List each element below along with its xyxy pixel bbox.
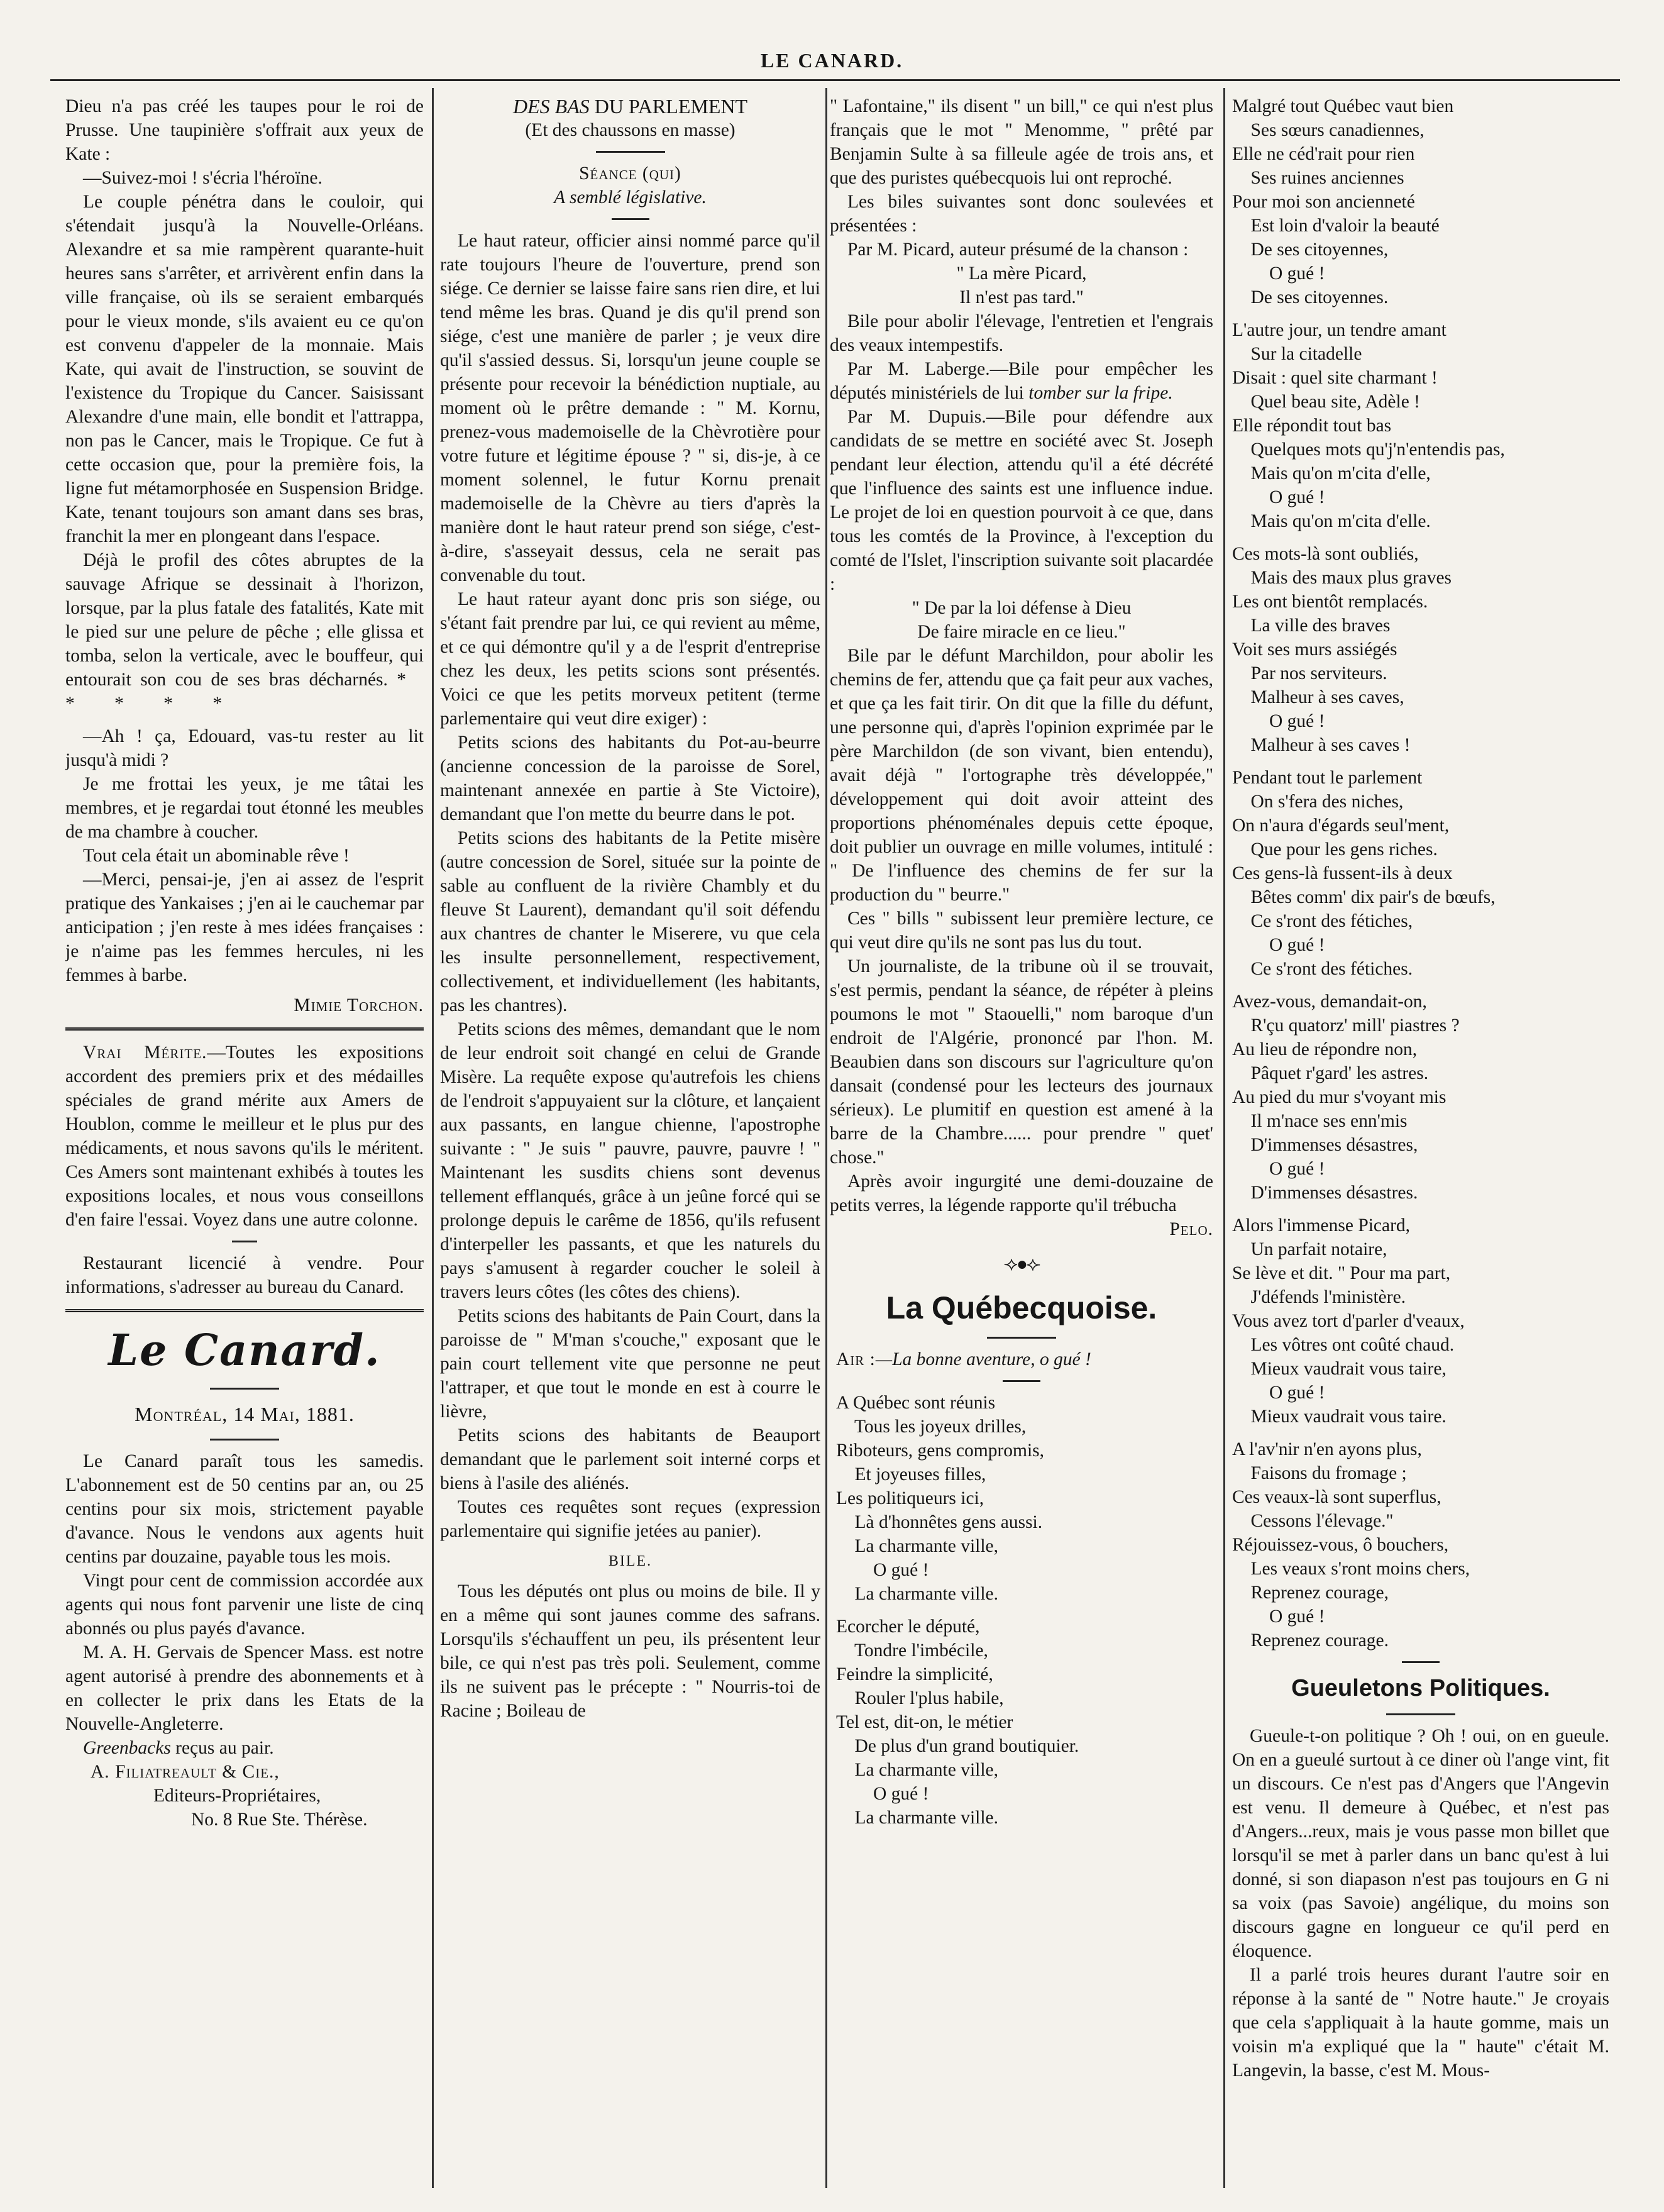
nameplate: Le Canard. [108, 1325, 381, 1376]
column-1 [65, 94, 424, 2188]
paragraph: Dieu n'a pas créé les taupes pour le roi de Prusse. Une taupinière s'offrait aux yeux de Kate : [65, 96, 424, 164]
song-verse: Malgré tout Québec vaut bien Ses sœurs canadiennes, Elle ne céd'rait pour rien Ses ruines anciennes Pour moi son ancienneté Est loin d'valoir la beauté De ses citoyennes, O gué ! De ses citoyennes. [1232, 96, 1454, 307]
song-air [830, 1347, 1213, 1371]
quotation: De faire miracle en ce lieu." [917, 622, 1126, 642]
publisher-name: A. Filiatreault & Cie., [91, 1762, 280, 1782]
title-emphasis: DES BAS [512, 95, 590, 118]
section-heading: Séance (qui) [579, 163, 681, 184]
article-subtitle: (Et des chaussons en masse) [525, 120, 736, 140]
paragraph: —Suivez-moi ! s'écria l'héroïne. [83, 168, 322, 188]
divider [1402, 1661, 1440, 1663]
paragraph: Bile pour abolir l'élevage, l'entretien et l'engrais des veaux intempestifs. [830, 311, 1213, 355]
paragraph: Tous les députés ont plus ou moins de bile. Il y en a même qui sont jaunes comme des safrans. Lorsqu'ils s'échauffent un peu, ils présentent leur bile, ce qui n'est pas très poli. Seulement, comme ils ne suivent pas le précepte : " Nourris-toi de Racine ; Boileau de [440, 1581, 820, 1721]
quotation: Il n'est pas tard." [959, 287, 1084, 307]
masthead-rule [50, 79, 1620, 81]
quotation: " La mère Picard, [956, 263, 1087, 284]
section-rule [65, 1027, 424, 1031]
title-text: DU PARLEMENT [589, 95, 748, 118]
spacer [1232, 309, 1609, 318]
divider [1386, 1713, 1455, 1715]
song-verse: A l'av'nir n'en ayons plus, Faisons du fromage ; Ces veaux-là sont superflus, Cessons l'élevage." Réjouissez-vous, ô bouchers, Les veaux s'ront moins chers, Reprenez courage, O gué ! Reprenez courage. [1232, 1439, 1470, 1651]
advertisement: Restaurant licencié à vendre. Pour informations, s'adresser au bureau du Canard. [65, 1253, 424, 1297]
spacer [1232, 1205, 1609, 1214]
divider [612, 218, 649, 220]
paragraph: Ces " bills " subissent leur première lecture, ce qui veut dire qu'ils ne sont pas lus du tout. [830, 909, 1213, 953]
spacer [1232, 533, 1609, 542]
song-verse: Avez-vous, demandait-on, R'çu quatorz' mill' piastres ? Au lieu de répondre non, Pâquet r'gard' les astres. Au pied du mur s'voyant mis Il m'nace ses enn'mis D'immenses désastres, O gué ! D'immenses désastres. [1232, 992, 1460, 1203]
paragraph: " Lafontaine," ils disent " un bill," ce qui n'est plus français que le mot " Menomme, " prêté par Benjamin Sulte à sa filleule agée de trois ans, et que des puristes québecquois lui ont reproché. [830, 96, 1213, 188]
column-3 [830, 94, 1213, 2188]
paragraph: Toutes ces requêtes sont reçues (expression parlementaire qui signifie jetées au panier). [440, 1497, 820, 1541]
masthead: LE CANARD. [760, 49, 904, 72]
paragraph: Par M. Picard, auteur présumé de la chanson : [847, 240, 1189, 260]
paragraph: Le Canard paraît tous les samedis. L'abonnement est de 50 centins par an, ou 25 centins pour six mois, strictement payable d'avance. Nous le vendons aux agents huit centins par douzaine, payable tous les mois. [65, 1451, 424, 1567]
divider [987, 1337, 1056, 1339]
song-verse: Ecorcher le député, Tondre l'imbécile, Feindre la simplicité, Rouler l'plus habile, Tel est, dit-on, le métier De plus d'un grand boutiquier. La charmante ville, O gué ! La charmante ville. [836, 1617, 1079, 1828]
paragraph: Les biles suivantes sont donc soulevées et présentées : [830, 192, 1213, 236]
spacer [1232, 1429, 1609, 1437]
column-rule [1223, 88, 1225, 2188]
ornament: ⟢●⟣ [1003, 1254, 1040, 1275]
song-verse: Alors l'immense Picard, Un parfait notaire, Se lève et dit. " Pour ma part, J'défends l'ministère. Vous avez tort d'parler d'veaux, Les vôtres ont coûté chaud. Mieux vaudrait vous taire, O gué ! Mieux vaudrait vous taire. [1232, 1215, 1465, 1427]
paragraph: Vingt pour cent de commission accordée aux agents qui nous font parvenir une liste de cinq abonnés ou plus payés d'avance. [65, 1571, 424, 1639]
paragraph: Petits scions des habitants de la Petite misère (autre concession de Sorel, située sur la pointe de sable au confluent de la rivière Chambly et du fleuve St Laurent), demandant qu'il soit défendu aux chantres de chanter le Miserere, vu que cela les insulte personnellement, respectivement, collectivement, et individuellement (les habitants, pas les chantres). [440, 828, 820, 1015]
paragraph: Gueule-t-on politique ? Oh ! oui, on en gueule. On en a gueulé surtout à ce diner où l'ange vint, fit un discours. Ce n'est pas d'Angers que l'Angevin est venu. Il demeure à Québec, et n'est pas d'Angers...reux, mais je vous passe mon billet que lorsqu'il se met à parler dans un banc qu'est à lui donné, si son diapason n'est pas toujours en G ni sa voix (pas Savoie) angélique, du moins son discours gagne en longueur ce qu'il perd en éloquence. [1232, 1726, 1609, 1961]
paragraph: Après avoir ingurgité une demi-douzaine de petits verres, la légende rapporte qu'il trébucha [830, 1171, 1213, 1215]
paragraph: —Merci, pensai-je, j'en ai assez de l'esprit pratique des Yankaises ; j'en ai le cauchemar par anticipation ; j'en reste à mes idées françaises : je n'aime pas les femmes hercules, ni les femmes à barbe. [65, 870, 424, 985]
spacer [65, 716, 424, 724]
article-title: Gueuletons Politiques. [1291, 1675, 1550, 1701]
paragraph: Le haut rateur, officier ainsi nommé parce qu'il rate toujours l'heure de l'ouverture, prend son siége. Ce dernier se laisse faire sans rien dire, et lui tend même les bras. Quand je dis qu'il prend son siége, c'est une manière de parler ; je veux dire qu'il s'assied dessus. Si, lorsqu'un jeune couple se présente pour recevoir la bénédiction nuptiale, au moment où le prêtre demande : " M. Kornu, prenez-vous mademoiselle de la Chèvrotière pour votre future et légitime épouse ? " si, dis-je, à ce moment solennel, le futur Kornu prenait mademoiselle de la Chèvre au tiers d'après la manière dont le haut rateur prend son siége, c'est-à-dire, s'asseyait dessus, cela ne serait pas convenable du tout. [440, 231, 820, 585]
spacer [1232, 981, 1609, 990]
divider [596, 151, 665, 153]
paragraph: M. A. H. Gervais de Spencer Mass. est notre agent autorisé à prendre des abonnements et à en collecter le prix dans les Etats de la Nouvelle-Angleterre. [65, 1642, 424, 1734]
spacer [830, 1606, 1213, 1615]
column-rule [432, 88, 434, 2188]
section-rule [65, 1309, 424, 1312]
publisher-role: Editeurs-Propriétaires, [153, 1786, 321, 1806]
paragraph: Le couple pénétra dans le couloir, qui s'étendait jusqu'à la Nouvelle-Orléans. Alexandre et sa mie rampèrent quarante-huit heures sans s'arrêter, et arrivèrent enfin dans la ville française, où ils se seraient embarqués pour le vieux monde, s'ils avaient eu ce qu'on est convenu d'appeler de la monnaie. Mais Kate, qui avait de l'instruction, se souvint de l'existence du Tropique du Cancer. Saisissant Alexandre d'une main, elle bondit et l'attrappa, non pas le Cancer, mais le Tropique. Ce fut à cette occasion que, pour la première fois, la ligne fut métamorphosée en Suspension Bridge. Kate, tenant toujours son amant dans ses bras, franchit la mer en plongeant dans l'espace. [65, 192, 424, 546]
divider [210, 1388, 279, 1390]
paragraph: —Ah ! ça, Edouard, vas-tu rester au lit jusqu'à midi ? [65, 726, 424, 770]
paragraph [830, 357, 1213, 405]
paragraph [65, 1736, 424, 1760]
quotation: " De par la loi défense à Dieu [912, 598, 1132, 618]
dateline: Montréal, 14 Mai, 1881. [135, 1403, 355, 1425]
song-verse: A Québec sont réunis Tous les joyeux drilles, Riboteurs, gens compromis, Et joyeuses filles, Les politiqueurs ici, Là d'honnêtes gens aussi. La charmante ville, O gué ! La charmante ville. [836, 1393, 1045, 1604]
divider [210, 1439, 279, 1441]
divider [232, 1241, 257, 1242]
paragraph: Petits scions des habitants du Pot-au-beurre (ancienne concession de la paroisse de Sorel, maintenant annexée en partie à Ste Victoire), demandant que l'on mette du beurre dans le pot. [440, 733, 820, 824]
paragraph: Le haut rateur ayant donc pris son siége, ou s'étant fait prendre par lui, ce qui revient au même, et ce qui démontre qu'il y a de l'esprit d'entreprise chez les deux, les petits scions sont présentés. Voici ce que les petits morveux petitent (terme parlementaire qui veut dire exiger) : [440, 589, 820, 729]
paragraph: Par M. Dupuis.—Bile pour défendre aux candidats de se mettre en société avec St. Joseph pendant leur élection, attendu qu'il a été décrété que l'influence des saints est une influence indue. Le projet de loi en question pourvoit à ce que, dans tous les comtés de la Province, à l'exception du comté de l'Islet, l'inscription suivante soit placardée : [830, 407, 1213, 594]
asterism: * * * * * [65, 670, 424, 714]
song-verse: L'autre jour, un tendre amant Sur la citadelle Disait : quel site charmant ! Quel beau site, Adèle ! Elle répondit tout bas Quelques mots qu'j'n'entendis pas, Mais qu'on m'cita d'elle, O gué ! Mais qu'on m'cita d'elle. [1232, 320, 1505, 531]
paragraph-text: Déjà le profil des côtes abruptes de la sauvage Afrique se dessinait à l'horizon, lorsque, par la plus fatale des fatalités, Kate mit le pied sur une pelure de pêche ; elle glissa et tomba, selon la verticale, avec le bouffeur, qui entourait son cou de ses bras décharnés. [65, 550, 424, 690]
paragraph-text: reçus au pair. [170, 1738, 274, 1758]
air-name: —La bonne aventure, o gué ! [875, 1349, 1091, 1369]
spacer [1232, 757, 1609, 766]
column-rule [825, 88, 827, 2188]
signature: Mimie Torchon. [294, 995, 424, 1015]
paragraph: Petits scions des mêmes, demandant que le nom de leur endroit soit changé en celui de Grande Misère. La requête expose qu'autrefois les chiens de l'endroit s'appuyaient sur la clôture, et lançaient aux passants, en langue chienne, l'apostrophe suivante : " Je suis " pauvre, pauvre, pauvre ! " Maintenant les susdits chiens sont devenus tellement efflanqués, grâce à un jeûne forcé qui se prolonge depuis le carême de 1856, qu'ils refusent d'interpeller les passants, et que les naturels du pays s'amusent à regarder coucher le soleil à travers leurs côtes (les côtes des chiens). [440, 1019, 820, 1302]
paragraph: Je me frottai les yeux, je me tâtai les membres, et je regardai tout étonné les meubles de ma chambre à coucher. [65, 774, 424, 842]
paragraph [65, 548, 424, 716]
section-subheading: A semblé législative. [554, 187, 707, 207]
paragraph: Tout cela était un abominable rêve ! [83, 846, 350, 866]
air-label: Air : [836, 1349, 876, 1369]
paragraph: Petits scions des habitants de Beauport demandant que le parlement soit interné corps et biens à l'asile des aliénés. [440, 1425, 820, 1493]
ad-heading: Vrai Mérite. [83, 1042, 207, 1063]
paragraph: Un journaliste, de la tribune où il se trouvait, s'est permis, pendant la séance, de répéter à pleins poumons le mot " Staouelli," nom baroque d'un endroit de l'Algérie, prononcé par l'hon. M. Beaubien dans son discours sur l'agriculture qu'on dansait (condensé pour les lecteurs des journaux sérieux). Le plumitif en question est amené à la barre de la Chambre...... pour prendre " quet' chose." [830, 956, 1213, 1168]
song-verse: Pendant tout le parlement On s'fera des niches, On n'aura d'égards seul'ment, Que pour les gens riches. Ces gens-là fussent-ils à deux Bêtes comm' dix pair's de bœufs, Ce s'ront des fétiches, O gué ! Ce s'ront des fétiches. [1232, 768, 1496, 979]
signature: Pelo. [1169, 1219, 1213, 1239]
column-4 [1232, 94, 1609, 2188]
ad-text: —Toutes les expositions accordent des premiers prix et des médailles spéciales de grand mérite aux Amers de Houblon, comme le meilleur et le plus pur des médicaments, et nous savons qu'ils le méritent. Ces Amers sont maintenant exhibés à toutes les expositions locales, et nous vous conseillons d'en faire l'essai. Voyez dans une autre colonne. [65, 1042, 424, 1230]
paragraph: Bile par le défunt Marchildon, pour abolir les chemins de fer, attendu que ça fait peur aux vaches, et que ça les fait tirir. On dit que la fille du défunt, une personne qui, d'après l'opinion exprimée par le père Marchildon (de son vivant, bien entendu), avait déjà " l'ortographe très développée," développement qui doit avoir atteint des proportions phénoménales depuis cette époque, doit publier un ouvrage en mille volumes, intitulé : " De l'influence des chemins de fer sur la production du " beurre." [830, 646, 1213, 905]
section-heading: BILE. [608, 1553, 653, 1569]
advertisement [65, 1041, 424, 1232]
paragraph: Il a parlé trois heures durant l'autre soir en réponse à la santé de " Notre haute." Je croyais que cela s'appliquait à la haute gomme, mais un voisin m'a expliqué que la " haute" c'était M. Langevin, la basse, c'est M. Mous- [1232, 1965, 1609, 2081]
emphasis: tomber sur la fripe. [1028, 383, 1173, 403]
divider [1003, 1380, 1040, 1382]
paragraph-text: Par M. Laberge.—Bile pour empêcher les députés ministériels de lui [830, 359, 1213, 403]
song-title: La Québecquoise. [886, 1290, 1157, 1325]
article-title [440, 94, 820, 118]
paragraph: Petits scions des habitants de Pain Court, dans la paroisse de " M'man s'couche," exposant que le pain court tellement vite que personne ne peut l'attraper, et que tout le monde en est à courre le lièvre, [440, 1306, 820, 1422]
song-verse: Ces mots-là sont oubliés, Mais des maux plus graves Les ont bientôt remplacés. La ville des braves Voit ses murs assiégés Par nos serviteurs. Malheur à ses caves, O gué ! Malheur à ses caves ! [1232, 544, 1452, 755]
column-2 [440, 94, 820, 2188]
emphasis: Greenbacks [83, 1738, 171, 1758]
publisher-address: No. 8 Rue Ste. Thérèse. [191, 1810, 368, 1830]
